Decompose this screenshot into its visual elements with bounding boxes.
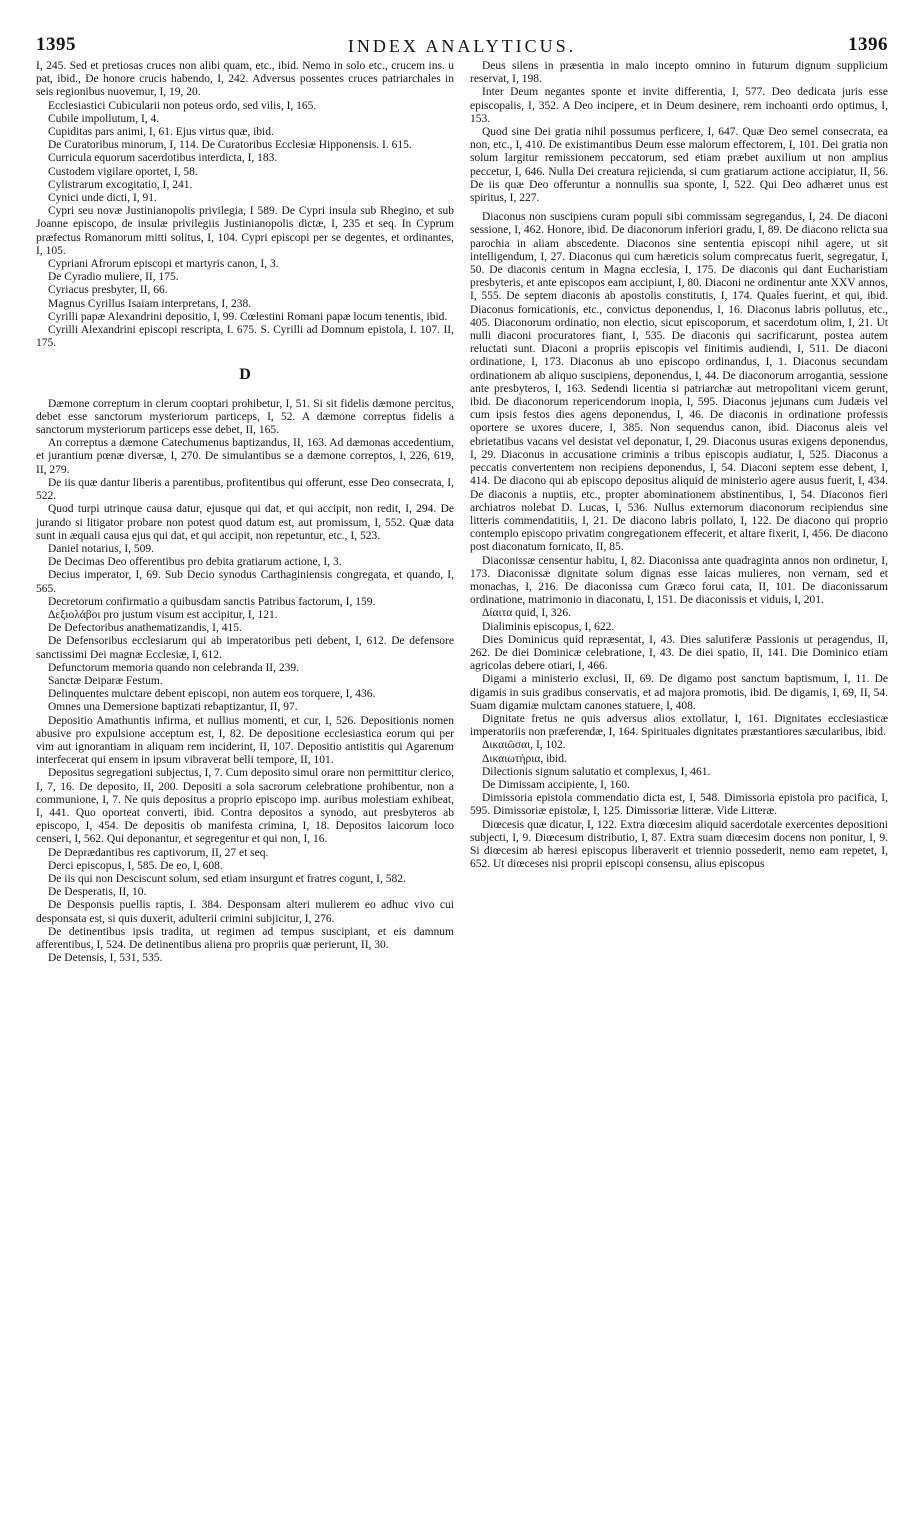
index-entry: De Decimas Deo offerentibus pro debita gratiarum actione, I, 3. (48, 556, 342, 569)
index-entry: Cyriacus presbyter, II, 66. (48, 284, 168, 297)
index-entry: Diœcesis quæ dicatur, I, 122. Extra diœcesim aliquid sacerdotale exercentes depositioni subjecti, I, 9. Diœcesum distributio, I, 87. Extra suam diœcesim docens non ponitur, I, 9. Si diœcesim ab hæresi episcopus liberaverit et triennio possederit, nemo eam repetet, I, 652. Ut diœceses nisi proprii episcopi consensu, alius episcopus (470, 818, 888, 871)
page-number-left: 1395 (36, 34, 76, 55)
index-entry: Cylistrarum excogitatio, I, 241. (48, 178, 193, 191)
index-entry: Dignitate fretus ne quis adversus alios extollatur, I, 161. Dignitates ecclesiasticæ imperatoriis non præferendæ, I, 164. Spirituales dignitates præstantiores sæcularibus, ibid. (470, 712, 888, 739)
entries-letter-d (36, 398, 454, 966)
index-entry: An correptus a dæmone Catechumenus baptizandus, II, 163. Ad dæmonas accedentium, et jurantium pœnæ diversæ, I, 270. De simulantibus se a dæmone correptos, I, 226, 619, II, 279. (36, 437, 454, 476)
index-entry: Quod sine Dei gratia nihil possumus perficere, I, 647. Quæ Deo semel consecrata, ea non, etc., I, 410. De existimantibus Deum esse malorum effectorem, I, 101. Dei gratia non solum largitur remissionem peccatorum, sed etiam præbet auxilium ut non amplius peccetur, I, 646. Nulla Dei creatura rejicienda, si cum gratiarum actione accipiatur, II, 56. De iis quæ Deo offeruntur a nonnullis sua sponte, I, 522. Qui Deo adhæret unus est spiritus, I, 227. (470, 126, 888, 205)
index-entry: De Cyradio muliere, II, 175. (48, 271, 179, 284)
index-entry: Curricula equorum sacerdotibus interdicta, I, 183. (48, 152, 278, 165)
index-entry: I, 245. Sed et pretiosas cruces non alibi quam, etc., ibid. Nemo in solo etc., crucem ins. u pat, ibid., De honore crucis habendo, I, 242. Adversus possentes cruces patriarchales in seis regionibus nuovemur, I, 19, 20. (36, 60, 454, 99)
index-entry: Omnes una Demersione baptizati rebaptizantur, II, 97. (48, 701, 298, 714)
index-entry: Digami a ministerio exclusi, II, 69. De digamo post sanctum baptismum, I, 11. De digamis in suis gradibus conservatis, et ad majora promotis, ibid. De digamis, I, 69, II, 54. Suam digamiæ mulctam canones statuere, I, 408. (470, 673, 888, 712)
index-entry: Δίαιτα quid, I, 326. (482, 607, 572, 620)
right-column (470, 60, 888, 965)
index-entry: De Desperatis, II, 10. (48, 886, 147, 899)
page-title: INDEX ANALYTICUS. (347, 36, 577, 56)
index-entry: Dialiminis episcopus, I, 622. (482, 620, 615, 633)
index-entry: Diaconus non suscipiens curam populi sibi commissam segregandus, I, 24. De diaconi sessione, I, 462. Honore, ibid. De diaconorum inferiori gradu, I, 89. De diacono relicta sua parochia in aliam abscedente. Diaconos sine sententia episcopi nihil agere, ut sit intelligendum, I, 27. Diaconus qui cum hæreticis solum comprecatus fuerit, segregatur, I, 50. De diaconis centum in Magna ecclesia, I, 175. De diaconis qui dant Eucharistiam presbyteris, et ante episcopos eam accipiunt, I, 80. Diaconi ne ordinentur ante XXV annos, I, 555. De septem diaconis ab apostolis constitutis, I, 174. Quales fuerint, et qui, ibid. Diaconus fornicationis, etc., convictus deponendus, I, 16. Diaconus labris pollutus, etc., 405. Diaconorum ordinatio, non electio, sicut episcoporum, et sacerdotum olim, I, 21. Ut nulli diaconi procuratores fiant, I, 535. De diaconis qui sacrificarunt, postea autem reluctati sunt. Diaconi a propriis episcopis vel finitimis audiendi, I, 511. De diaconi ordinatione, I, 173. Diaconus ab uno episcopo ordinandus, I, 1. Diaconus secundam ordinationem ab aliquo suscipiens, deponendus, I, 44. De diaconorum arrogantia, sessione ante presbyteros, I, 163. Sedendi licentia si patriarchæ aut metropolitani vicem gerunt, ibid. De diaconorum repericendorum inopia, I, 595. Diaconus jejunans cum Judæis vel cum ipsis festos dies agens deponendus, I, 46. De diaconis in ordinatione professis oportere se uxores ducere, I, 385. Non sequendus canon, ibid. Diaconus aleis vel ebrietatibus vacans vel desistat vel deponatur, I, 29. Diaconus usuras exigens deponendus, I, 29. Diaconus in accusatione criminis a tribus episcopis audiatur, I, 525. Diaconus a peccatis convertentem non recipiens deponendus, I, 54. Diaconi septem esse debent, I, 414. De diacono qui ab episcopo depositus aliquid de ministerio agere ausus fuerit, I, 434. De diaconis a nuptiis, etc., propter abominationem abstinentibus, I, 54. Diaconos fieri archiatros nolebat D. Lucas, I, 536. Nullus externorum diaconorum recipiendus sine litteris commendatitiis, I, 21. De diacono labris pollato, I, 122. De diacono qui proprio contemplo episcopo privatim congregationem effecerit, et altare fixerit, I, 456. De diacono post diaconatum fornicato, II, 85. (470, 211, 888, 554)
index-entry: Custodem vigilare oportet, I, 58. (48, 165, 198, 178)
index-entry: Cupiditas pars animi, I, 61. Ejus virtus quæ, ibid. (48, 126, 274, 139)
index-entry: Cynici unde dicti, I, 91. (48, 192, 157, 205)
index-entry: De Curatoribus minorum, I, 114. De Curatoribus Ecclesiæ Hipponensis. I. 615. (48, 139, 412, 152)
left-column (36, 60, 454, 965)
index-entry: Ecclesiastici Cubicularii non poteus ordo, sed vilis, I, 165. (48, 99, 317, 112)
index-entry: Sanctæ Deiparæ Festum. (48, 674, 163, 687)
index-entry: Dimissoria epistola commendatio dicta est, I, 548. Dimissoria epistola pro pacifica, I, 595. Dimissoriæ epistolæ, I, 125. Dimissoriæ litteræ. Vide Litteræ. (470, 792, 888, 818)
index-entry: Derci episcopus, I, 585. De eo, I, 608. (48, 859, 223, 872)
index-entry: Inter Deum negantes sponte et invite differentia, I, 577. Deo dedicata juris esse episcopalis, I, 352. A Deo incipere, et in Deum desinere, rem inchoanti ordo optimus, I, 153. (470, 86, 888, 125)
index-entry: Cyrilli Alexandrini episcopi rescripta, I. 675. S. Cyrilli ad Domnum epistola, I. 107. II, 175. (36, 324, 454, 350)
entries-deus (470, 60, 888, 205)
entries-diaconus (470, 211, 888, 871)
index-entry: Deus silens in præsentia in malo incepto omnino in futurum dignum supplicium reservat, I, 198. (470, 60, 888, 86)
index-entry: De Defectoribus anathematizandis, I, 415. (48, 622, 242, 635)
index-entry: Dæmone correptum in clerum cooptari prohibetur, I, 51. Si sit fidelis dæmone percitus, debet esse sanctorum mysteriorum particeps, I, 52. A dæmone correptus fidelis a sanctorum mysteriorum particeps esse debet, II, 165. (36, 397, 454, 437)
index-entry: Cyrilli papæ Alexandrini depositio, I, 99. Cœlestini Romani papæ locum tenentis, ibid. (48, 310, 448, 323)
index-entry: Decretorum confirmatio a quibusdam sanctis Patribus factorum, I, 159. (48, 595, 376, 608)
page-header (36, 34, 888, 56)
index-entry: Decius imperator, I, 69. Sub Decio synodus Carthaginiensis congregata, et quando, I, 565. (36, 569, 454, 595)
index-entry: De iis quæ dantur liberis a parentibus, profitentibus qui offerunt, esse Deo consecrata, I, 522. (36, 476, 454, 503)
index-entry: Quod turpi utrinque causa datur, ejusque qui dat, et qui accipit, non redit, I, 294. De jurando si litigator probare non potest quod datum est, aut promissum, I, 552. Quæ data sunt in æquali causa ejus qui dat, et qui accipit, non repetuntur, etc., I, 523. (36, 503, 454, 542)
index-entry: Cubile impollutum, I, 4. (48, 112, 160, 125)
index-entry: De Deprædantibus res captivorum, II, 27 et seq. (48, 846, 269, 859)
section-letter-d: D (239, 366, 251, 384)
index-entry: De Defensoribus ecclesiarum qui ab imperatoribus peti debent, I, 612. De defensore sanctissimi Dei magnæ Ecclesiæ, I, 612. (36, 635, 454, 661)
page-number-right: 1396 (848, 34, 888, 55)
index-entry: Δικαιωτήρια, ibid. (482, 752, 567, 765)
index-entry: Depositio Amathuntis infirma, et nullius momenti, et cur, I, 526. Depositionis nomen abusive pro expulsione acceptum est, I, 82. De depositione ecclesiastica eorum qui per vim aut ignorantiam in aliquam rem inciderint, II, 107. Depositio antistitis qui Agarenum interfecerat qui ensem in ipsum vibraverat belli tempore, II, 101. (36, 714, 454, 767)
index-entry: Depositus segregationi subjectus, I, 7. Cum deposito simul orare non permittitur clerico, I, 7, 16. De deposito, II, 200. Depositi a sola sacrorum celebratione prohibentur, non a communione, I, 7. Ne quis depositus a proprio episcopo imp. auribus molestiam exhibeat, I, 441. Quo oporteat converti, ibid. Contra depositos a synodo, aut presbyteros ab episcopo, I, 454. De depositis ob manifesta crimina, I, 18. Depositos laicorum loco censeri, I, 562. Qui deponantur, et segregentur et qui non, I, 16. (36, 767, 454, 846)
index-entry: Daniel notarius, I, 509. (48, 542, 155, 555)
entries-letter-c (36, 60, 454, 350)
index-entry: Magnus Cyrillus Isaiam interpretans, I, 238. (48, 297, 252, 310)
index-entry: De iis qui non Desciscunt solum, sed etiam insurgunt et fratres cogunt, I, 582. (48, 872, 406, 885)
two-column-body (36, 60, 888, 965)
index-entry: De Detensis, I, 531, 535. (48, 952, 163, 965)
index-entry: Dies Dominicus quid repræsentat, I, 43. Dies salutiferæ Passionis ut peragendus, II, 262. De diei Dominicæ celebratione, I, 43. De diei spatio, II, 141. Die Dominico etiam agricolas debere otiari, I, 466. (470, 633, 888, 673)
index-entry: De Dimissam accipiente, I, 160. (482, 778, 630, 791)
index-entry: Cypriani Afrorum episcopi et martyris canon, I, 3. (48, 258, 279, 271)
index-entry: Δικαιῶσαι, I, 102. (482, 739, 566, 752)
index-entry: Δεξιολάβοι pro justum visum est accipitur, I, 121. (48, 608, 278, 621)
index-entry: Delinquentes mulctare debent episcopi, non autem eos torquere, I, 436. (48, 688, 376, 701)
index-entry: Diaconissæ censentur habitu, I, 82. Diaconissa ante quadraginta annos non ordinetur, I, 173. Diaconissæ dignitate solum dignas esse laicas mulieres, non vernam, sed et monachas, I, 216. De diaconissa cum Græco forui cata, II, 101. De diaconissarum ordinatione, matrimonio in diaconatu, I, 151. De diaconissis et viduis, I, 201. (470, 554, 888, 607)
index-entry: De detinentibus ipsis tradita, ut regimen ad tempus suscipiant, et eis damnum afferentibus, I, 524. De detinentibus aliena pro propriis quæ perierunt, II, 30. (36, 925, 454, 951)
index-entry: Cypri seu novæ Justinianopolis privilegia, I 589. De Cypri insula sub Rhegino, et sub Joanne episcopo, de insulæ privilegiis Justinianopolis dictæ, I, 235 et seq. In Cyprum præfectus Romanorum mitti solitus, I, 104. Cypri episcopi per se degentes, et ordinantes, I, 105. (36, 205, 454, 257)
index-entry: Dilectionis signum salutatio et complexus, I, 461. (482, 765, 711, 778)
index-entry: Defunctorum memoria quando non celebranda II, 239. (48, 661, 299, 674)
index-entry: De Desponsis puellis raptis, I. 384. Desponsam alteri mulierem eo adhuc vivo cui desponsata est, si quis duxerit, adulterii crimini subjicitur, I, 276. (36, 899, 454, 925)
